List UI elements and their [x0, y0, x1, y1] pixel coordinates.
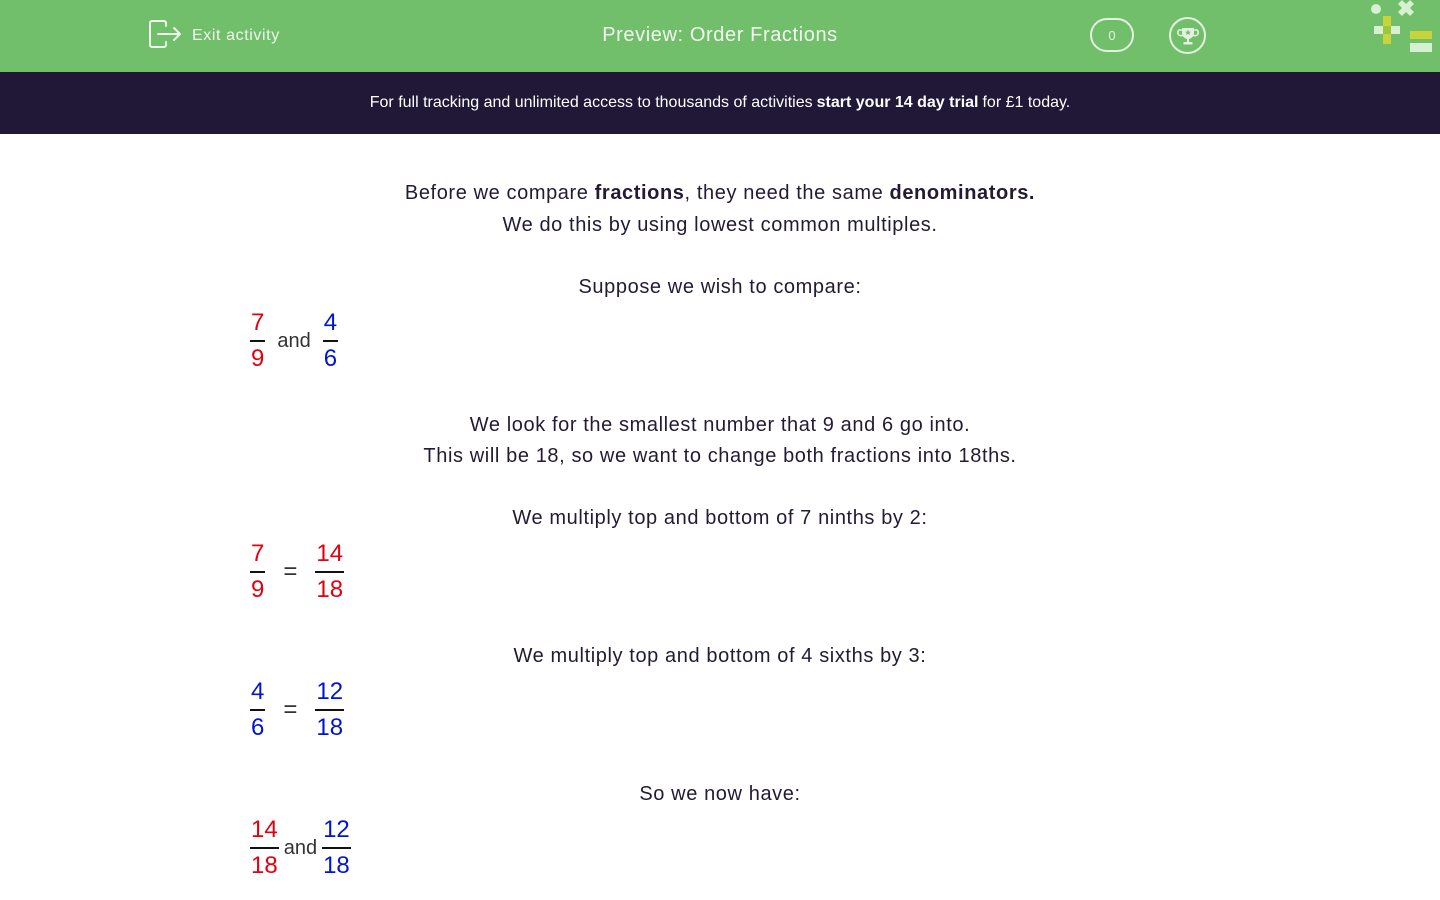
- now-have-text: So we now have:: [639, 783, 801, 805]
- denominator: 6: [251, 714, 265, 741]
- brand-logo: [1368, 0, 1440, 56]
- keyword-denominators: denominators.: [889, 182, 1036, 204]
- promo-text: For full tracking and unlimited access to thousands of activities: [369, 94, 813, 111]
- keyword-fractions: fractions: [594, 182, 685, 204]
- numerator: 4: [323, 309, 338, 336]
- step2-text: We multiply top and bottom of 4 sixths by 3:: [513, 645, 927, 667]
- equals-sign: =: [283, 558, 298, 585]
- suppose-text: Suppose we wish to compare:: [578, 276, 862, 298]
- fraction-7-9: [250, 537, 265, 607]
- fraction-14-18: [315, 537, 344, 607]
- trophy-icon: [1177, 25, 1199, 47]
- step1-text: We multiply top and bottom of 7 ninths by 2:: [512, 507, 928, 529]
- compare-fractions-1: [250, 306, 338, 376]
- denominator: 18: [316, 576, 344, 603]
- promo-trial-link[interactable]: start your 14 day trial: [816, 94, 979, 111]
- exit-activity-label: Exit activity: [192, 27, 280, 44]
- denominator: 18: [323, 852, 350, 879]
- denominator: 18: [316, 714, 344, 741]
- promo-text-end: for £1 today.: [982, 94, 1071, 111]
- top-bar: [0, 0, 1440, 72]
- fraction-14-18: [250, 813, 279, 883]
- numerator: 14: [316, 540, 344, 567]
- fraction-4-6: [250, 675, 265, 745]
- fraction-12-18: [315, 675, 344, 745]
- intro-text: Before we compare: [404, 182, 595, 204]
- numerator: 12: [323, 816, 350, 843]
- numerator: 12: [316, 678, 344, 705]
- equals-sign: =: [283, 696, 298, 723]
- denominator: 9: [251, 576, 265, 603]
- intro-line-1: [0, 178, 1440, 209]
- step1-equation: [250, 537, 344, 607]
- numerator: 7: [251, 309, 265, 336]
- numerator: 14: [251, 816, 278, 843]
- fraction-12-18: [322, 813, 351, 883]
- fraction-4-6: [323, 306, 338, 376]
- and-text: and: [277, 329, 311, 352]
- trophy-button[interactable]: [1169, 17, 1206, 54]
- and-text: and: [283, 836, 318, 859]
- denominator: 6: [323, 345, 338, 372]
- lcm-line-2: This will be 18, so we want to change both fractions into 18ths.: [423, 445, 1017, 467]
- page-title: Preview: Order Fractions: [602, 24, 838, 46]
- score-badge: 0: [1090, 18, 1134, 52]
- lcm-line-1: We look for the smallest number that 9 and 6 go into.: [469, 414, 971, 436]
- intro-line-2: We do this by using lowest common multiples.: [502, 214, 938, 236]
- intro-text: , they need the same: [684, 182, 890, 204]
- step2-equation: [250, 675, 344, 745]
- denominator: 9: [251, 345, 265, 372]
- numerator: 7: [251, 540, 265, 567]
- fraction-7-9: [250, 306, 265, 376]
- denominator: 18: [251, 852, 278, 879]
- compare-fractions-2: [250, 813, 351, 883]
- trial-promo-banner[interactable]: [0, 72, 1440, 134]
- numerator: 4: [251, 678, 265, 705]
